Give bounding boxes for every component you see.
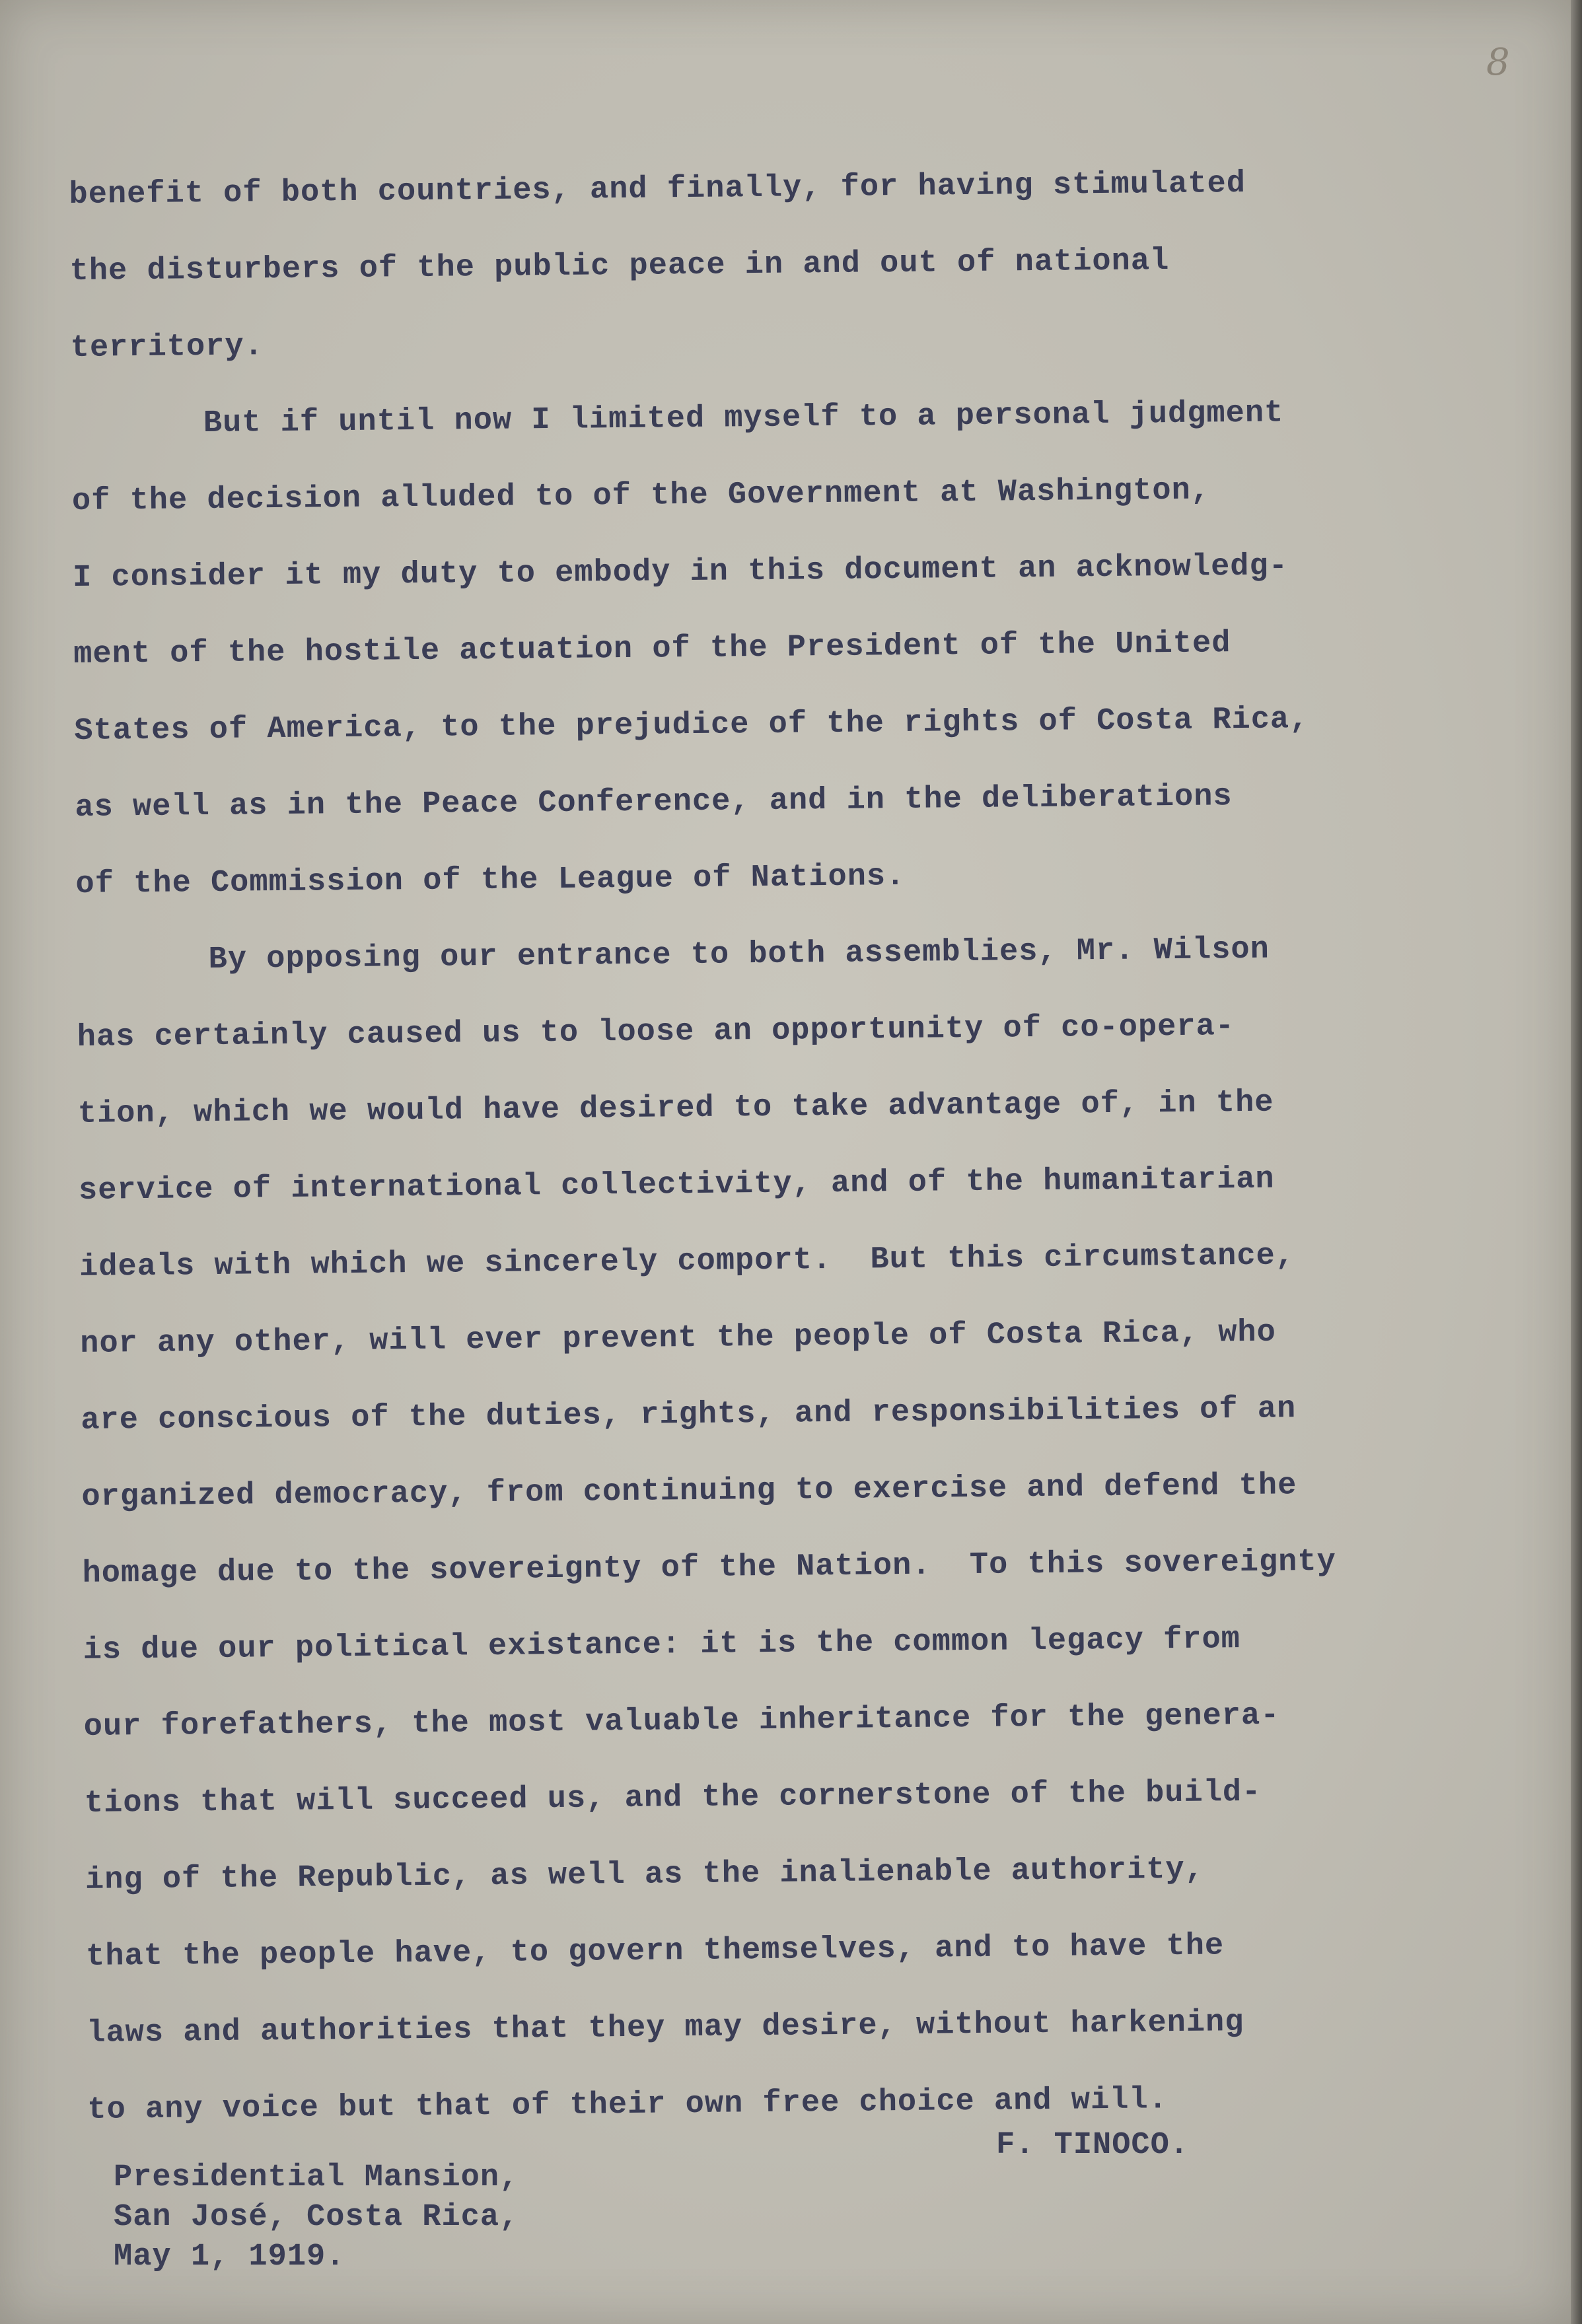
text-line: homage due to the sovereignty of the Nation. To this sovereignty	[82, 1544, 1337, 1592]
text-line: as well as in the Peace Conference, and in the deliberations	[75, 779, 1233, 826]
page-number-mark: 8	[1486, 41, 1510, 84]
text-line: nor any other, will ever prevent the people of Costa Rica, who	[80, 1315, 1277, 1362]
text-line: States of America, to the prejudice of the rights of Costa Rica,	[74, 702, 1309, 749]
text-line: But if until now I limited myself to a personal judgment	[203, 396, 1284, 442]
text-line: of the Commission of the League of Nations.	[75, 859, 906, 902]
page-edge-shadow	[1571, 0, 1582, 2324]
letter-body	[69, 143, 1541, 2149]
text-line: the disturbers of the public peace in and out of national	[69, 244, 1170, 289]
text-line: our forefathers, the most valuable inheritance for the genera-	[83, 1698, 1280, 1745]
text-line: tions that will succeed us, and the cornerstone of the build-	[84, 1775, 1262, 1821]
text-line: is due our political existance: it is the common legacy from	[83, 1622, 1241, 1668]
text-line: of the decision alluded to of the Government at Washington,	[71, 473, 1211, 519]
text-line: ideals with which we sincerely comport. But this circumstance,	[79, 1238, 1295, 1285]
text-line: service of international collectivity, and of the humanitarian	[78, 1162, 1275, 1209]
text-line: are conscious of the duties, rights, and responsibilities of an	[81, 1391, 1297, 1438]
text-line: that the people have, to govern themselves, and to have the	[85, 1928, 1225, 1975]
text-line: territory.	[70, 329, 264, 366]
text-line: By opposing our entrance to both assemblies, Mr. Wilson	[208, 932, 1270, 978]
place-date-line: Presidential Mansion,	[114, 2160, 519, 2195]
text-line: ment of the hostile actuation of the President of the United	[73, 626, 1231, 672]
text-line: ing of the Republic, as well as the inalienable authority,	[85, 1852, 1205, 1898]
text-line: organized democracy, from continuing to exercise and defend the	[81, 1468, 1297, 1515]
signature: F. TINOCO.	[996, 2128, 1190, 2163]
text-line: tion, which we would have desired to take advantage of, in the	[77, 1085, 1274, 1132]
text-line: laws and authorities that they may desire, without harkening	[87, 2005, 1244, 2051]
place-date-block	[114, 2158, 519, 2277]
text-line: to any voice but that of their own free choice and will.	[87, 2082, 1169, 2128]
text-line: I consider it my duty to embody in this document an acknowledg-	[72, 549, 1289, 596]
place-date-line: San José, Costa Rica,	[114, 2200, 519, 2235]
text-line: has certainly caused us to loose an opportunity of co-opera-	[77, 1009, 1235, 1055]
text-line: benefit of both countries, and finally, for having stimulated	[69, 166, 1246, 213]
place-date-line: May 1, 1919.	[114, 2239, 345, 2274]
